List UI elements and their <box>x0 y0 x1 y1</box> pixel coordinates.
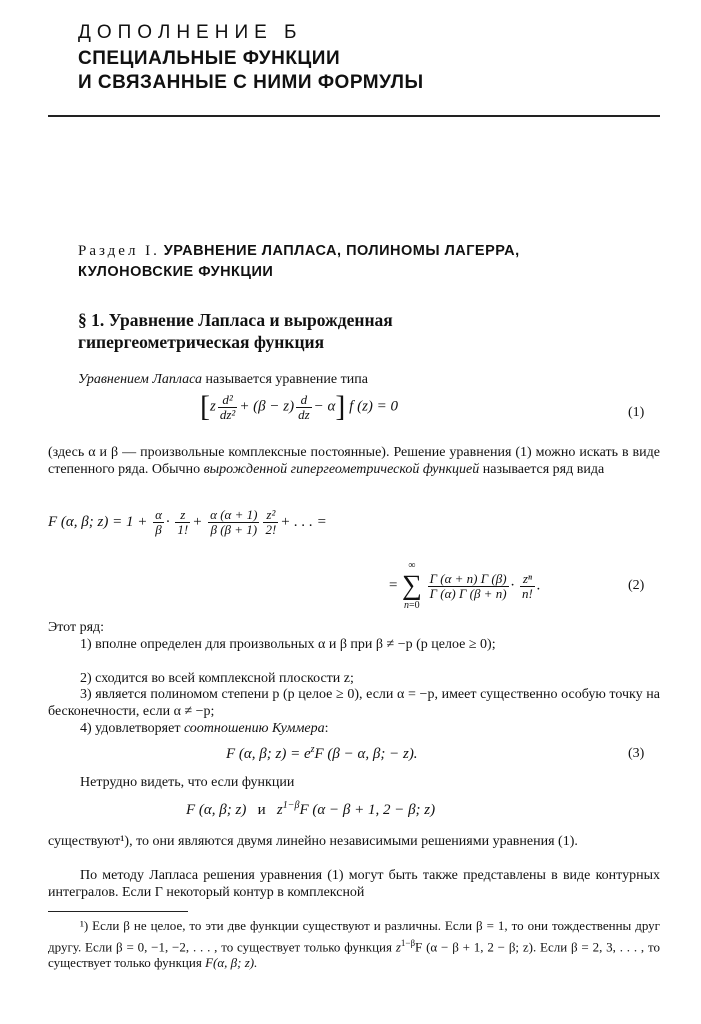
section-title-line1: УРАВНЕНИЕ ЛАПЛАСА, ПОЛИНОМЫ ЛАГЕРРА, <box>163 243 520 259</box>
equation-3-sup: z <box>310 744 315 755</box>
paragraph-3: существуют¹), то они являются двумя линейно независимыми решениями уравнения (1). <box>48 834 578 849</box>
intro-emphasis: Уравнением Лапласа <box>78 372 202 387</box>
intro-line <box>78 372 368 388</box>
intro-rest: называется уравнение типа <box>201 372 368 387</box>
equation-3-left: F (α, β; z) = e <box>226 746 311 762</box>
equation-3 <box>226 744 418 763</box>
footnote-rule <box>48 911 188 912</box>
equation-4-right: F (α − β + 1, 2 − β; z) <box>299 802 436 818</box>
equation-1-number: (1) <box>628 405 645 420</box>
list-intro: Этот ряд: <box>48 620 105 635</box>
footnote-sup: 1−β <box>400 937 416 948</box>
section-heading-line2 <box>78 264 273 281</box>
list-item-3: 3) является полиномом степени p (p целое ≥ 0), если α = −p, имеет существенно особую точку на бесконечности, если α ≠ −p; <box>48 687 660 719</box>
equation-3-right: F (β − α, β; − z). <box>314 746 418 762</box>
paragraph-1 <box>48 444 660 478</box>
equation-2-line2: = ∞ ∑ n=0 $\frac{\Gamma (\alpha + n) \Gamma (\beta)}{\Gamma (\alpha) \Gamma (\beta + n)}$ · $\frac{\text{zⁿ}}{n!}$ . <box>388 560 541 611</box>
list-item-2: 2) сходится во всей комплексной плоскости z; <box>80 671 354 686</box>
footnote-text-a: ¹) Если β не целое, то эти две функции существуют и различны. Если β = 1, то они тождественны друг другу. Если β = 0, −1, −2, . . . , то существует только функция <box>48 918 660 954</box>
paragraph-title-line1: § 1. Уравнение Лапласа и вырожденная <box>78 310 393 330</box>
appendix-kicker: ДОПОЛНЕНИЕ Б <box>78 22 303 43</box>
appendix-title-line2: И СВЯЗАННЫЕ С НИМИ ФОРМУЛЫ <box>78 72 424 93</box>
equation-2-number: (2) <box>628 578 645 593</box>
paragraph-1-emphasis: вырожденной гипергеометрической функцией <box>203 462 480 477</box>
list-item-4-emphasis: соотношению Куммера <box>183 721 325 736</box>
section-prefix: Раздел I. <box>78 243 160 259</box>
equation-4-left: F (α, β; z) <box>186 802 247 818</box>
appendix-title-line1: СПЕЦИАЛЬНЫЕ ФУНКЦИИ <box>78 48 341 69</box>
equation-4-and: и <box>257 802 266 818</box>
list-item-4 <box>48 720 660 737</box>
list-item-4-end: : <box>324 721 329 736</box>
equation-2-line1: F (α, β; z) = 1 + $\frac{\alpha}{\beta}$ · $\frac{z}{1!}$ + $\frac{\alpha (\alpha + 1)}{\beta (\beta + 1)}$ $\frac{\text{z²}}{2!}$ + . . . = <box>48 507 327 537</box>
paragraph-4: По методу Лапласа решения уравнения (1) могут быть также представлены в виде контурных интегралов. Если Γ некоторый контур в комплексной <box>48 868 660 900</box>
footnote-text-b: F (α − β + 1, 2 − β; z). Если β = 2, 3, . . . , то существует только функция <box>48 938 660 971</box>
footnote <box>48 918 660 972</box>
footnote-text-c: F(α, β; z). <box>205 955 258 971</box>
equation-4-z: z <box>276 802 283 818</box>
equation-3-number: (3) <box>628 746 645 761</box>
title-rule <box>48 115 660 117</box>
list-item-4-text: 4) удовлетворяет <box>80 721 184 736</box>
footnote-z: z <box>395 938 401 954</box>
paragraph-2: Нетрудно видеть, что если функции <box>80 775 295 790</box>
paragraph-title-line2: гипергеометрическая функция <box>78 332 325 352</box>
equation-1: [z $\frac{\text{d²}}{\text{dz²}}$ + (β − z) $\frac{d}{dz}$ − α] f (z) = 0 <box>200 390 399 423</box>
paragraph-1-text-a: (здесь α и β — произвольные комплексные постоянные). Решение уравнения (1) можно искать в виде степенного ряда. Обычно <box>48 445 660 477</box>
section-title-line2: КУЛОНОВСКИЕ ФУНКЦИИ <box>78 264 274 280</box>
list-item-1: 1) вполне определен для произвольных α и β при β ≠ −p (p целое ≥ 0); <box>80 637 496 652</box>
section-heading-line1 <box>78 243 520 260</box>
paragraph-1-text-b: называется ряд вида <box>479 462 605 477</box>
equation-4 <box>186 800 435 819</box>
equation-4-sup: 1−β <box>282 800 300 811</box>
